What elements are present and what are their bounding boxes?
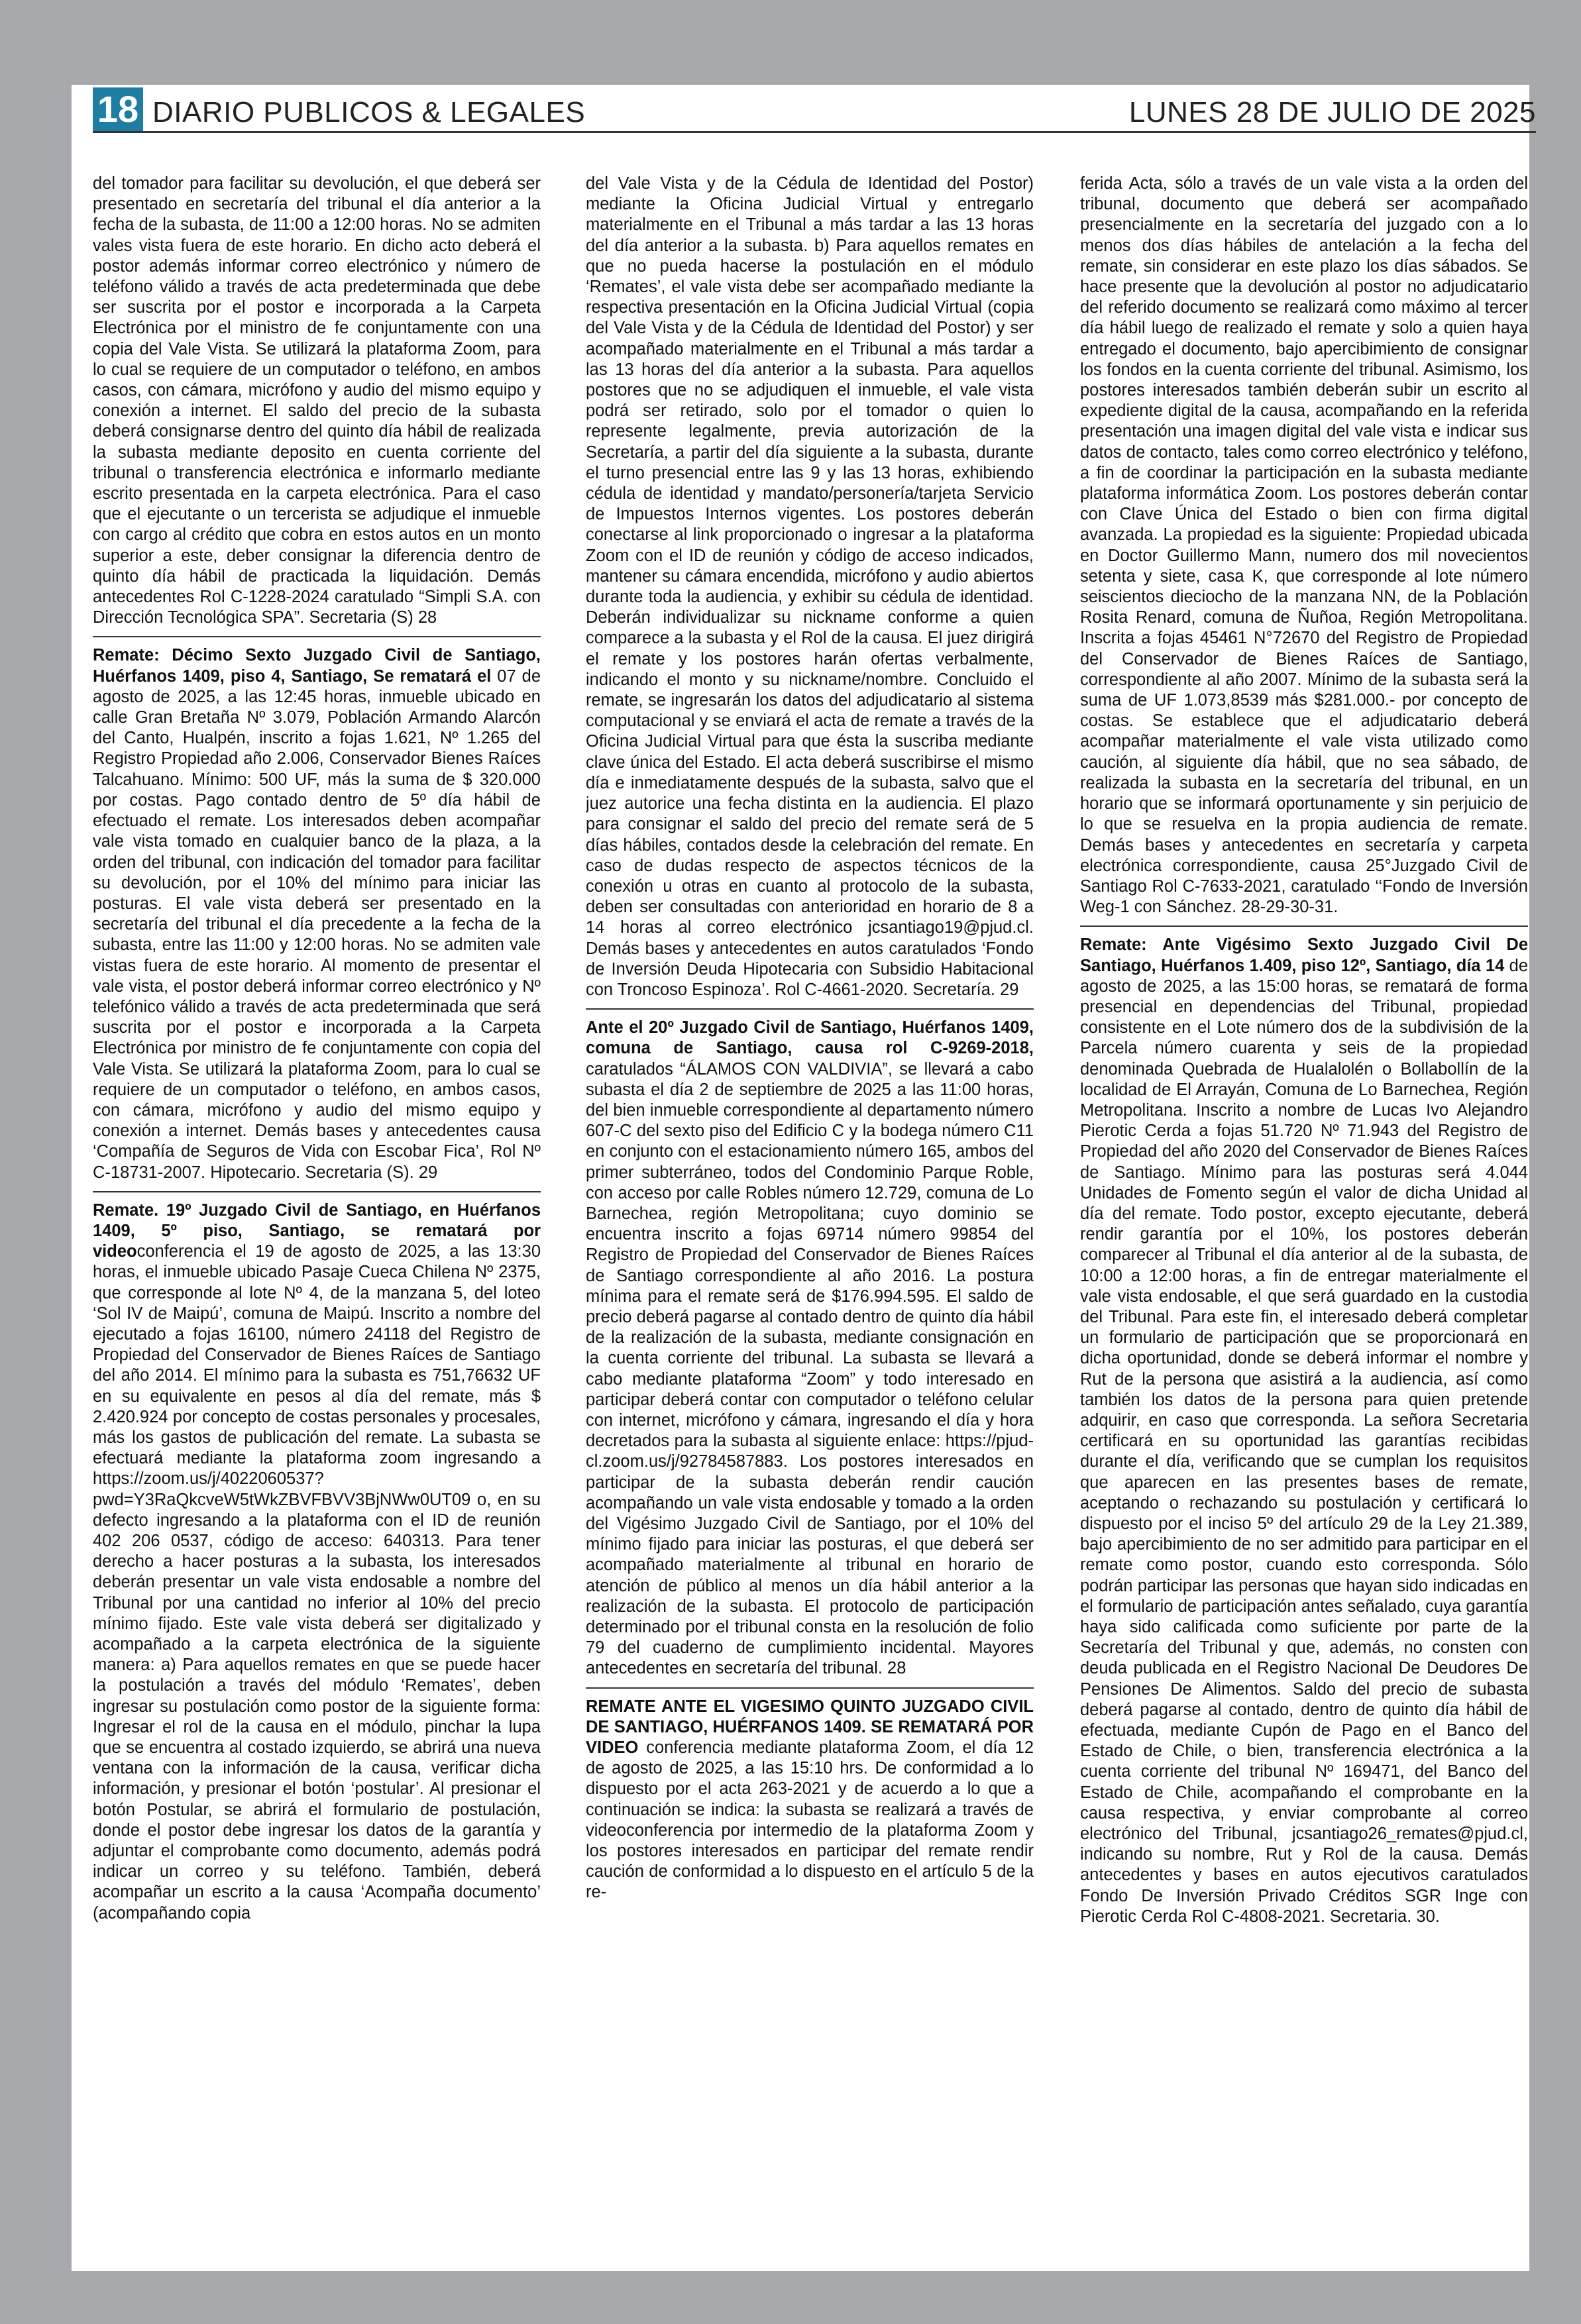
notice-divider bbox=[93, 636, 541, 637]
notice bbox=[93, 1200, 541, 1924]
notice bbox=[93, 645, 541, 1183]
column-3 bbox=[1080, 174, 1528, 2241]
notice-heading: Remate: Ante Vigésimo Sexto Juzgado Civil De Santiago, Huérfanos 1.409, piso 12º, Santiago, día 14 bbox=[1080, 935, 1528, 975]
masthead bbox=[93, 87, 1536, 131]
notice-body: conferencia el 19 de agosto de 2025, a las 13:30 horas, el inmueble ubicado Pasaje Cueca Chilena Nº 2375, que corresponde al lote Nº 4, de la manzana 5, del loteo ‘Sol IV de Maipú’, comuna de Maipú. Inscrito a nombre del ejecutado a fojas 16100, número 24118 del Registro de Propiedad del Conservador de Bienes Raíces de Santiago del año 2014. El mínimo para la subasta es 751,76632 UF en su equivalente en pesos al día del remate, más $ 2.420.924 por concepto de costas personales y procesales, más los gastos de publicación del remate. La subasta se efectuará mediante la plataforma zoom ingresando a https://zoom.us/j/4022060537?pwd=Y3RaQkcveW5tWkZBVFBVV3BjNWw0UT09 o, en su defecto ingresando a la plataforma con el ID de reunión 402 206 0537, código de acceso: 640313. Para tener derecho a hacer posturas a la subasta, los interesados deberán presentar un vale vista endosable a nombre del Tribunal por una cantidad no inferior al 10% del precio mínimo fijado. Este vale vista deberá ser digitalizado y acompañado a la carpeta electrónica de la siguiente manera: a) Para aquellos remates en que se puede hacer la postulación a través del módulo ‘Remates’, deben ingresar su postulación como postor de la siguiente forma: Ingresar el rol de la causa en el módulo, pinchar la lupa que se encuentra al costado izquierdo, se abrirá una nueva ventana con la información de la causa, verificar dicha información, y presionar el botón ‘postular’. Al presionar el botón Postular, se abrirá el formulario de postulación, donde el postor debe ingresar los datos de la garantía y adjuntar el comprobante como documento, además podrá indicar un correo y su teléfono. También, deberá acompañar un escrito a la causa ‘Acompaña documento’ (acompañando copia bbox=[93, 1242, 541, 1923]
publication-date: LUNES 28 DE JULIO DE 2025 bbox=[1128, 96, 1536, 129]
notice-body: ferida Acta, sólo a través de un vale vista a la orden del tribunal, documento que deberá ser acompañado presencialmente en la secretaría del juzgado con a lo menos dos días hábiles de antelación a la fecha del remate, sin considerar en este plazo los días sábados. Se hace presente que la devolución al postor no adjudicatario del referido documento se realizará como máximo al tercer día hábil luego de realizado el remate y solo a quien haya entregado el documento, bajo apercibimiento de consignar los fondos en la cuenta corriente del tribunal. Asimismo, los postores interesados también deberán subir un escrito al expediente digital de la causa, acompañando en la referida presentación una imagen digital del vale vista e indicar sus datos de contacto, tales como correo electrónico y teléfono, a fin de coordinar la participación en la subasta mediante plataforma informática Zoom. Los postores deberán contar con Clave Única del Estado o bien con firma digital avanzada. La propiedad es la siguiente: Propiedad ubicada en Doctor Guillermo Mann, numero dos mil novecientos setenta y siete, casa K, que corresponde al lote número seiscientos dieciocho de la manzana NN, de la Población Rosita Renard, comuna de Ñuñoa, Región Metropolitana. Inscrita a fojas 45461 N°72670 del Registro de Propiedad del Conservador de Bienes Raíces de Santiago, correspondiente al año 2007. Mínimo de la subasta será la suma de UF 1.073,8539 más $281.000.- por concepto de costas. Se establece que el adjudicatario deberá acompañar materialmente el vale vista utilizado como caución, al siguiente día hábil, que no sea sábado, de realizada la subasta en la secretaría del tribunal, en un horario que se informará oportunamente y sin perjuicio de lo que se resuelva en la propia audiencia de remate. Demás bases y antecedentes en secretaría y carpeta electrónica correspondiente, causa 25°Juzgado Civil de Santiago Rol C-7633-2021, caratulado ‘‘Fondo de Inversión Weg-1 con Sánchez. 28-29-30-31. bbox=[1080, 174, 1528, 917]
notice-divider bbox=[1080, 925, 1528, 927]
publication-name: DIARIO PUBLICOS & LEGALES bbox=[152, 96, 586, 129]
column-1 bbox=[93, 174, 541, 2241]
notice bbox=[586, 1697, 1034, 1903]
notice-heading: Ante el 20º Juzgado Civil de Santiago, Huérfanos 1409, comuna de Santiago, causa rol C-9269-2018, bbox=[586, 1018, 1034, 1058]
column-2 bbox=[586, 174, 1034, 2241]
notice-body: del Vale Vista y de la Cédula de Identidad del Postor) mediante la Oficina Judicial Virtual y entregarlo materialmente en el Tribunal a más tardar a las 13 horas del día anterior a la subasta. b) Para aquellos remates en que no pueda hacerse la postulación en el módulo ‘Remates’, el vale vista debe ser acompañado mediante la respectiva presentación en la Oficina Judicial Virtual (copia del Vale Vista y de la Cédula de Identidad del Postor) y ser acompañado materialmente en el Tribunal a más tardar a las 13 horas del día anterior a la subasta. Para aquellos postores que no se adjudiquen el inmueble, el vale vista podrá ser retirado, solo por el tomador o quien lo represente legalmente, previa autorización de la Secretaría, a partir del día siguiente a la subasta, durante el turno presencial entre las 9 y las 13 horas, exhibiendo cédula de identidad y mandato/personería/tarjeta Servicio de Impuestos Internos vigentes. Los postores deberán conectarse al link proporcionado o ingresar a la plataforma Zoom con el ID de reunión y código de acceso indicados, mantener su cámara encendida, micrófono y audio abiertos durante toda la audiencia, y exhibir su cédula de identidad. Deberán individualizar su nickname conforme a quien comparece a la subasta y el Rol de la causa. El juez dirigirá el remate y los postores harán ofertas verbalmente, indicando el monto y su nickname/nombre. Concluido el remate, se ingresarán los datos del adjudicatario al sistema computacional y se enviará el acta de remate a través de la Oficina Judicial Virtual para que ésta la suscriba mediante clave única del Estado. El acta deberá suscribirse el mismo día e inmediatamente después de la subasta, salvo que el juez autorice una fecha distinta en la audiencia. El plazo para consignar el saldo del precio del remate será de 5 días hábiles, contados desde la celebración del remate. En caso de dudas respecto de aspectos técnicos de la conexión u otras en cuanto al protocolo de la subasta, deben ser consultadas con anterioridad en horario de 8 a 14 horas al correo electrónico jcsantiago19@pjud.cl. Demás bases y antecedentes en autos caratulados ‘Fondo de Inversión Deuda Hipotecaria con Subsidio Habitacional con Troncoso Espinoza’. Rol C-4661-2020. Secretaría. 29 bbox=[586, 174, 1034, 999]
notice-body: de agosto de 2025, a las 15:00 horas, se rematará de forma presencial en dependencias del Tribunal, propiedad consistente en el Lote número dos de la subdivisión de la Parcela número cuarenta y seis de la propiedad denominada Quebrada de Hualalolén o Bollabollín de la localidad de El Arrayán, Comuna de Lo Barnechea, Región Metropolitana. Inscrito a nombre de Lucas Ivo Alejandro Pierotic Cerda a fojas 51.720 Nº 71.943 del Registro de Propiedad del año 2020 del Conservador de Bienes Raíces de Santiago. Mínimo para las posturas será 4.044 Unidades de Fomento según el valor de dicha Unidad al día del remate. Todo postor, excepto ejecutante, deberá rendir garantía por el 10%, los postores deberán comparecer al Tribunal el día anterior al de la subasta, de 10:00 a 12:00 horas, a fin de entregar materialmente el vale vista endosable, el que será guardado en la custodia del Tribunal. Para este fin, el interesado deberá completar un formulario de participación que se proporcionará en dicha oportunidad, donde se deberá informar el nombre y Rut de la persona que asistirá a la audiencia, así como también los datos de la persona para quien pretende adquirir, en caso que corresponda. La señora Secretaria certificará en su oportunidad las garantías recibidas durante el día, verificando que se cumplan los requisitos que aparecen en las presentes bases de remate, aceptando o rechazando su postulación y certificará lo dispuesto por el inciso 5º del artículo 29 de la Ley 21.389, bajo apercibimiento de no ser admitido para participar en el remate como postor, cuando esto corresponda. Sólo podrán participar las personas que hayan sido indicadas en el formulario de participación antes señalado, cuya garantía haya sido calificada como suficiente por parte de la Secretaría del Tribunal y que, además, no consten con deuda publicada en el Registro Nacional De Deudores De Pensiones De Alimentos. Saldo del precio de subasta deberá pagarse al contado, dentro de quinto día hábil de efectuada, mediante Cupón de Pago en el Banco del Estado de Chile, o bien, transferencia electrónica a la cuenta corriente del tribunal Nº 169471, del Banco del Estado de Chile, acompañando el comprobante en la causa respectiva, y enviar comprobante al correo electrónico del Tribunal, jcsantiago26_remates@pjud.cl, indicando su nombre, Rut y Rol de la causa. Demás antecedentes y bases en autos ejecutivos caratulados Fondo De Inversión Privado Créditos SGR Inge con Pierotic Cerda Rol C-4808-2021. Secretaria. 30. bbox=[1080, 956, 1528, 1926]
notice bbox=[1080, 935, 1528, 1927]
page-number: 18 bbox=[93, 87, 143, 131]
notice bbox=[586, 1018, 1034, 1679]
notice-body: 07 de agosto de 2025, a las 12:45 horas, inmueble ubicado en calle Gran Bretaña Nº 3.079, Población Armando Alarcón del Canto, Hualpén, inscrito a fojas 1.621, Nº 1.265 del Registro Propiedad año 2.006, Conservador Bienes Raíces Talcahuano. Mínimo: 500 UF, más la suma de $ 320.000 por costas. Pago contado dentro de 5º día hábil de efectuado el remate. Los interesados deben acompañar vale vista tomado en cualquier banco de la plaza, a la orden del tribunal, con indicación del tomador para facilitar su devolución, por el 10% del mínimo para iniciar las posturas. El vale vista deberá ser presentado en la secretaría del tribunal el día precedente a la fecha de la subasta, entre las 11:00 y 12:00 horas. No se admiten vale vistas fuera de este horario. Al momento de presentar el vale vista, el postor deberá informar correo electrónico y Nº telefónico válido a través de acta predeterminada que será suscrita por el postor e incorporada a la Carpeta Electrónica por ministro de fe conjuntamente con copia del Vale Vista. Se utilizará la plataforma Zoom, para lo cual se requiere de un computador o teléfono, en ambos casos, con cámara, micrófono y audio del mismo equipo y conexión a internet. Demás bases y antecedentes causa ‘Compañía de Seguros de Vida con Escobar Fica’, Rol Nº C-18731-2007. Hipotecario. Secretaria (S). 29 bbox=[93, 666, 541, 1182]
notice-body: del tomador para facilitar su devolución, el que deberá ser presentado en secretaría del tribunal el día anterior a la fecha de la subasta, de 11:00 a 12:00 horas. No se admiten vales vista fuera de este horario. En dicho acto deberá el postor además informar correo electrónico y número de teléfono válido a través de acta predeterminada que debe ser suscrita por el postor e incorporada a la Carpeta Electrónica por el ministro de fe conjuntamente con una copia del Vale Vista. Se utilizará la plataforma Zoom, para lo cual se requiere de un computador o teléfono, en ambos casos, con cámara, micrófono y audio del mismo equipo y conexión a internet. El saldo del precio de la subasta deberá consignarse dentro del quinto día hábil de realizada la subasta mediante deposito en cuenta corriente del tribunal o transferencia electrónica e informarlo mediante escrito presentada en la carpeta electrónica. Para el caso que el ejecutante o un tercerista se adjudique el inmueble con cargo al crédito que cobra en estos autos en un monto superior a este, deber consignar la diferencia dentro de quinto día hábil de practicada la liquidación. Demás antecedentes Rol C-1228-2024 caratulado “Simpli S.A. con Dirección Tecnológica SPA”. Secretaria (S) 28 bbox=[93, 174, 541, 627]
notice-continuation bbox=[586, 174, 1034, 1000]
notice-continuation bbox=[1080, 174, 1528, 918]
notice-divider bbox=[586, 1008, 1034, 1010]
notice-divider bbox=[586, 1687, 1034, 1689]
notice-heading: REMATE ANTE EL VIGESIMO QUINTO JUZGADO CIVIL DE SANTIAGO, HUÉRFANOS 1409. SE REMATARÁ POR VIDEO bbox=[586, 1697, 1034, 1758]
notice-body: conferencia mediante plataforma Zoom, el día 12 de agosto de 2025, a las 15:10 hrs. De conformidad a lo dispuesto por el acta 263-2021 y de acuerdo a lo que a continuación se indica: la subasta se realizará a través de videoconferencia por intermedio de la plataforma Zoom y los postores interesados en participar del remate rendir caución de conformidad a lo dispuesto en el artículo 5 de la re- bbox=[586, 1738, 1034, 1902]
notice-heading: Remate. 19º Juzgado Civil de Santiago, en Huérfanos 1409, 5º piso, Santiago, se rematará por video bbox=[93, 1200, 541, 1261]
notice-divider bbox=[93, 1191, 541, 1192]
notice-continuation bbox=[93, 174, 541, 628]
notice-heading: Remate: Décimo Sexto Juzgado Civil de Santiago, Huérfanos 1409, piso 4, Santiago, Se rematará el bbox=[93, 646, 541, 686]
notice-body: caratulados “ÁLAMOS CON VALDIVIA”, se llevará a cabo subasta el día 2 de septiembre de 2025 a las 11:00 horas, del bien inmueble correspondiente al departamento número 607-C del sexto piso del Edificio C y la bodega número C11 en conjunto con el estacionamiento número 165, ambos del primer subterráneo, todos del Condominio Parque Roble, con acceso por calle Robles número 12.729, comuna de Lo Barnechea, región Metropolitana; cuyo dominio se encuentra inscrito a fojas 69714 número 99854 del Registro de Propiedad del Conservador de Bienes Raíces de Santiago correspondiente al año 2016. La postura mínima para el remate será de $176.994.595. El saldo de precio deberá pagarse al contado dentro de quinto día hábil de la realización de la subasta, mediante consignación en la cuenta corriente del tribunal. La subasta se llevará a cabo mediante plataforma “Zoom” y todo interesado en participar deberá contar con computador o teléfono celular con internet, micrófono y cámara, ingresando el día y hora decretados para la subasta al siguiente enlace: https://pjud-cl.zoom.us/j/92784587883. Los postores interesados en participar de la subasta deberán rendir caución acompañando un vale vista endosable y tomado a la orden del Vigésimo Juzgado Civil de Santiago, por el 10% del mínimo fijado para iniciar las posturas, el que deberá ser acompañado materialmente al tribunal en horario de atención de público al menos un día hábil anterior a la realización de la subasta. El protocolo de participación determinado por el tribunal consta en la resolución de folio 79 del cuaderno de cumplimiento incidental. Mayores antecedentes en secretaría del tribunal. 28 bbox=[586, 1059, 1034, 1678]
masthead-rule bbox=[93, 131, 1536, 133]
